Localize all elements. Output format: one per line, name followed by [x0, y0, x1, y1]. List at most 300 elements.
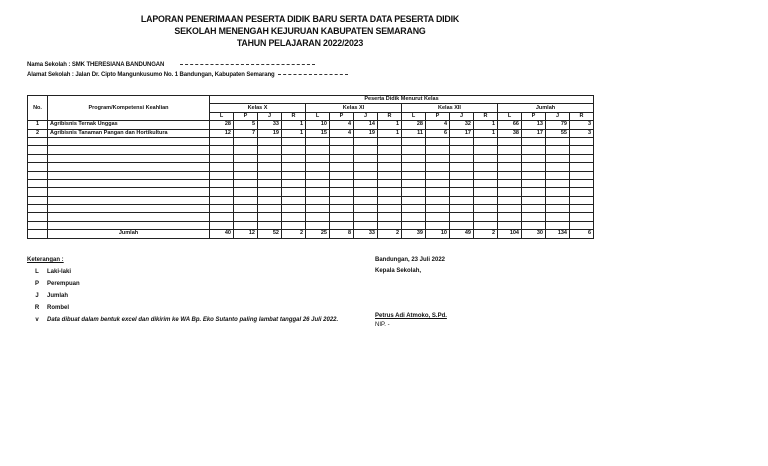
empty-cell [402, 205, 426, 213]
empty-cell [426, 146, 450, 154]
row-value: 6 [426, 129, 450, 137]
signature-role: Kepala Sekolah, [375, 268, 422, 274]
sub-header: J [258, 112, 282, 120]
legend-key: J [35, 293, 39, 299]
empty-cell [258, 171, 282, 179]
row-value: 5 [234, 121, 258, 129]
sub-header: P [330, 112, 354, 120]
empty-cell [330, 163, 354, 171]
empty-row [28, 221, 594, 229]
empty-cell [378, 221, 402, 229]
total-value: 25 [306, 230, 330, 238]
report-title-line-2: SEKOLAH MENENGAH KEJURUAN KABUPATEN SEMARANG [174, 26, 426, 37]
row-value: 33 [258, 121, 282, 129]
empty-cell [426, 179, 450, 187]
sub-header: L [210, 112, 234, 120]
empty-cell [546, 154, 570, 162]
school-name-line [27, 62, 315, 68]
legend-item [27, 293, 338, 305]
school-address: Alamat Sekolah : Jalan Dr. Cipto Mangunkusumo No. 1 Bandungan, Kabupaten Semarang [27, 72, 275, 78]
empty-cell [378, 179, 402, 187]
empty-cell [354, 205, 378, 213]
empty-cell [570, 154, 594, 162]
header-group: Peserta Didik Menurut Kelas [210, 96, 594, 104]
empty-cell [258, 179, 282, 187]
empty-cell [402, 137, 426, 145]
empty-cell [378, 205, 402, 213]
legend-text: Laki-laki [47, 269, 72, 275]
empty-cell [234, 205, 258, 213]
empty-cell [28, 196, 48, 204]
empty-cell [354, 179, 378, 187]
empty-cell [234, 196, 258, 204]
empty-cell [498, 179, 522, 187]
empty-cell [282, 205, 306, 213]
empty-cell [570, 221, 594, 229]
legend-key: P [34, 281, 39, 287]
empty-cell [234, 188, 258, 196]
empty-cell [474, 171, 498, 179]
signature-nip: NIP. - [375, 322, 390, 328]
empty-cell [498, 154, 522, 162]
legend-text: Rombel [47, 305, 70, 311]
empty-cell [546, 213, 570, 221]
empty-cell [210, 213, 234, 221]
empty-cell [330, 196, 354, 204]
row-value: 10 [306, 121, 330, 129]
sub-header: J [546, 112, 570, 120]
empty-cell [306, 154, 330, 162]
empty-cell [306, 205, 330, 213]
empty-cell [450, 171, 474, 179]
empty-cell [210, 205, 234, 213]
empty-cell [474, 179, 498, 187]
empty-cell [258, 146, 282, 154]
empty-cell [570, 137, 594, 145]
row-value: 3 [570, 121, 594, 129]
empty-cell [306, 171, 330, 179]
empty-cell [498, 163, 522, 171]
empty-cell [306, 146, 330, 154]
empty-cell [210, 137, 234, 145]
empty-cell [450, 163, 474, 171]
report-title-line-3: TAHUN PELAJARAN 2022/2023 [236, 38, 364, 49]
empty-cell [28, 163, 48, 171]
empty-cell [546, 196, 570, 204]
legend-item [27, 317, 338, 329]
empty-cell [48, 221, 210, 229]
empty-cell [210, 221, 234, 229]
empty-cell [546, 163, 570, 171]
sub-header: J [450, 112, 474, 120]
empty-cell [474, 221, 498, 229]
empty-cell [282, 171, 306, 179]
empty-cell [282, 137, 306, 145]
empty-cell [378, 188, 402, 196]
empty-cell [48, 137, 210, 145]
signature-name: Petrus Adi Atmoko, S.Pd. [375, 313, 447, 319]
empty-cell [282, 213, 306, 221]
total-value: 49 [450, 230, 474, 238]
empty-cell [28, 179, 48, 187]
empty-cell [522, 196, 546, 204]
row-value: 38 [498, 129, 522, 137]
row-value: 4 [330, 121, 354, 129]
empty-cell [306, 196, 330, 204]
empty-cell [48, 196, 210, 204]
empty-cell [426, 163, 450, 171]
empty-cell [570, 146, 594, 154]
empty-cell [330, 171, 354, 179]
empty-cell [450, 146, 474, 154]
empty-cell [354, 171, 378, 179]
empty-cell [306, 179, 330, 187]
row-value: 12 [210, 129, 234, 137]
row-program: Agribisnis Ternak Unggas [48, 121, 210, 129]
empty-cell [570, 171, 594, 179]
empty-cell [306, 188, 330, 196]
report-title-line-1: LAPORAN PENERIMAAN PESERTA DIDIK BARU SERTA DATA PESERTA DIDIK [140, 14, 460, 25]
empty-cell [402, 196, 426, 204]
empty-cell [354, 163, 378, 171]
header-row-group [28, 96, 594, 104]
sub-header: R [570, 112, 594, 120]
row-value: 13 [522, 121, 546, 129]
empty-cell [498, 188, 522, 196]
empty-row [28, 137, 594, 145]
school-address-line [27, 72, 348, 78]
sub-header: J [354, 112, 378, 120]
row-value: 1 [474, 129, 498, 137]
row-value: 28 [210, 121, 234, 129]
empty-cell [474, 205, 498, 213]
student-data-table [27, 95, 594, 239]
empty-cell [48, 213, 210, 221]
header-kelas-xi: Kelas XI [306, 104, 402, 112]
empty-cell [522, 146, 546, 154]
empty-cell [450, 196, 474, 204]
row-value: 32 [450, 121, 474, 129]
empty-cell [210, 154, 234, 162]
empty-cell [234, 179, 258, 187]
empty-cell [28, 213, 48, 221]
row-no: 2 [28, 129, 48, 137]
empty-cell [378, 146, 402, 154]
empty-cell [258, 163, 282, 171]
empty-cell [210, 163, 234, 171]
empty-row [28, 171, 594, 179]
empty-cell [306, 221, 330, 229]
empty-cell [330, 154, 354, 162]
empty-cell [474, 196, 498, 204]
empty-cell [450, 179, 474, 187]
row-value: 1 [282, 121, 306, 129]
empty-cell [522, 213, 546, 221]
empty-cell [282, 188, 306, 196]
row-value: 4 [426, 121, 450, 129]
empty-cell [282, 196, 306, 204]
empty-cell [522, 137, 546, 145]
empty-cell [282, 154, 306, 162]
empty-cell [570, 188, 594, 196]
empty-cell [546, 188, 570, 196]
empty-cell [522, 179, 546, 187]
row-value: 3 [570, 129, 594, 137]
empty-cell [378, 154, 402, 162]
total-value: 134 [546, 230, 570, 238]
total-value: 12 [234, 230, 258, 238]
empty-cell [474, 213, 498, 221]
legend-key: R [34, 305, 40, 311]
total-value: 2 [378, 230, 402, 238]
empty-cell [330, 205, 354, 213]
empty-cell [546, 137, 570, 145]
empty-cell [402, 154, 426, 162]
row-no: 1 [28, 121, 48, 129]
empty-cell [378, 137, 402, 145]
empty-cell [378, 196, 402, 204]
empty-cell [354, 213, 378, 221]
row-value: 79 [546, 121, 570, 129]
sub-header: L [306, 112, 330, 120]
legend [27, 257, 338, 329]
empty-row [28, 163, 594, 171]
empty-cell [402, 163, 426, 171]
total-value: 39 [402, 230, 426, 238]
empty-cell [234, 146, 258, 154]
empty-cell [354, 154, 378, 162]
total-value: 33 [354, 230, 378, 238]
empty-cell [474, 146, 498, 154]
total-blank [28, 230, 48, 238]
empty-cell [402, 221, 426, 229]
empty-cell [282, 146, 306, 154]
legend-text: Perempuan [47, 281, 80, 287]
empty-cell [258, 213, 282, 221]
empty-cell [48, 146, 210, 154]
empty-row [28, 188, 594, 196]
empty-cell [450, 188, 474, 196]
row-value: 1 [282, 129, 306, 137]
row-value: 1 [474, 121, 498, 129]
empty-cell [48, 205, 210, 213]
header-program: Program/Kompetensi Keahlian [48, 96, 210, 121]
empty-cell [426, 196, 450, 204]
empty-cell [450, 154, 474, 162]
empty-cell [570, 163, 594, 171]
empty-cell [426, 137, 450, 145]
empty-cell [426, 213, 450, 221]
empty-cell [28, 188, 48, 196]
empty-cell [28, 221, 48, 229]
empty-cell [330, 213, 354, 221]
empty-cell [378, 213, 402, 221]
empty-cell [48, 154, 210, 162]
empty-row [28, 205, 594, 213]
empty-cell [402, 171, 426, 179]
empty-cell [402, 179, 426, 187]
empty-cell [234, 163, 258, 171]
row-value: 66 [498, 121, 522, 129]
legend-key: L [35, 269, 39, 275]
legend-title: Keterangan : [27, 257, 64, 263]
header-kelas-xii: Kelas XII [402, 104, 498, 112]
total-row [28, 230, 594, 238]
empty-cell [426, 154, 450, 162]
empty-cell [522, 221, 546, 229]
empty-cell [330, 188, 354, 196]
empty-cell [426, 188, 450, 196]
empty-cell [426, 171, 450, 179]
empty-cell [546, 171, 570, 179]
legend-key: v [35, 317, 39, 323]
empty-cell [570, 205, 594, 213]
empty-cell [48, 188, 210, 196]
empty-cell [234, 221, 258, 229]
empty-cell [450, 205, 474, 213]
empty-cell [330, 179, 354, 187]
empty-cell [354, 146, 378, 154]
empty-cell [570, 196, 594, 204]
empty-cell [426, 221, 450, 229]
empty-cell [474, 137, 498, 145]
empty-cell [570, 179, 594, 187]
legend-text: Data dibuat dalam bentuk excel dan dikirim ke WA Bp. Eko Sutanto paling lambat tanggal 26 Juli 2022. [47, 317, 339, 323]
empty-cell [522, 171, 546, 179]
empty-cell [282, 163, 306, 171]
empty-cell [498, 205, 522, 213]
empty-cell [210, 188, 234, 196]
empty-cell [546, 179, 570, 187]
empty-cell [354, 221, 378, 229]
empty-cell [210, 146, 234, 154]
empty-cell [306, 163, 330, 171]
empty-cell [28, 171, 48, 179]
sub-header: P [522, 112, 546, 120]
empty-cell [570, 213, 594, 221]
empty-cell [258, 205, 282, 213]
empty-row [28, 154, 594, 162]
empty-cell [498, 146, 522, 154]
signature-date: Bandungan, 23 Juli 2022 [375, 257, 446, 263]
empty-row [28, 146, 594, 154]
empty-cell [210, 171, 234, 179]
empty-cell [258, 188, 282, 196]
total-value: 30 [522, 230, 546, 238]
empty-cell [234, 213, 258, 221]
empty-cell [498, 196, 522, 204]
empty-cell [474, 163, 498, 171]
row-program: Agribisnis Tanaman Pangan dan Hortikultura [48, 129, 210, 137]
empty-cell [450, 137, 474, 145]
header-jumlah: Jumlah [498, 104, 594, 112]
table-row [28, 121, 594, 129]
table-row [28, 129, 594, 137]
empty-cell [48, 171, 210, 179]
empty-cell [450, 213, 474, 221]
row-value: 1 [378, 129, 402, 137]
row-value: 17 [522, 129, 546, 137]
sub-header: L [498, 112, 522, 120]
empty-cell [258, 137, 282, 145]
legend-text: Jumlah [47, 293, 69, 299]
empty-cell [330, 146, 354, 154]
empty-cell [28, 137, 48, 145]
empty-cell [234, 154, 258, 162]
empty-cell [522, 205, 546, 213]
empty-cell [450, 221, 474, 229]
header-no: No. [28, 96, 48, 121]
empty-cell [474, 154, 498, 162]
empty-cell [474, 188, 498, 196]
empty-cell [258, 196, 282, 204]
total-value: 2 [282, 230, 306, 238]
row-value: 19 [258, 129, 282, 137]
empty-row [28, 196, 594, 204]
row-value: 19 [354, 129, 378, 137]
sub-header: L [402, 112, 426, 120]
empty-cell [426, 205, 450, 213]
empty-cell [498, 137, 522, 145]
row-value: 55 [546, 129, 570, 137]
empty-cell [402, 146, 426, 154]
empty-cell [354, 137, 378, 145]
total-value: 40 [210, 230, 234, 238]
empty-cell [28, 205, 48, 213]
empty-cell [546, 205, 570, 213]
total-value: 10 [426, 230, 450, 238]
empty-cell [28, 154, 48, 162]
row-value: 4 [330, 129, 354, 137]
empty-cell [258, 154, 282, 162]
empty-cell [306, 137, 330, 145]
empty-cell [48, 163, 210, 171]
row-value: 1 [378, 121, 402, 129]
total-value: 6 [570, 230, 594, 238]
empty-cell [258, 221, 282, 229]
total-value: 104 [498, 230, 522, 238]
row-value: 7 [234, 129, 258, 137]
empty-cell [354, 188, 378, 196]
empty-row [28, 179, 594, 187]
empty-cell [306, 213, 330, 221]
empty-cell [498, 213, 522, 221]
sub-header: R [474, 112, 498, 120]
row-value: 28 [402, 121, 426, 129]
total-label: Jumlah [48, 230, 210, 238]
empty-cell [210, 179, 234, 187]
empty-cell [354, 196, 378, 204]
empty-cell [378, 171, 402, 179]
empty-cell [498, 221, 522, 229]
empty-cell [48, 179, 210, 187]
total-value: 8 [330, 230, 354, 238]
legend-item [27, 305, 338, 317]
school-name: Nama Sekolah : SMK THERESIANA BANDUNGAN [27, 62, 165, 68]
sub-header: P [234, 112, 258, 120]
empty-cell [330, 221, 354, 229]
empty-cell [210, 196, 234, 204]
header-kelas-x: Kelas X [210, 104, 306, 112]
empty-cell [546, 146, 570, 154]
empty-cell [522, 154, 546, 162]
row-value: 17 [450, 129, 474, 137]
total-value: 2 [474, 230, 498, 238]
empty-cell [522, 163, 546, 171]
legend-item [27, 281, 338, 293]
row-value: 11 [402, 129, 426, 137]
empty-cell [402, 213, 426, 221]
